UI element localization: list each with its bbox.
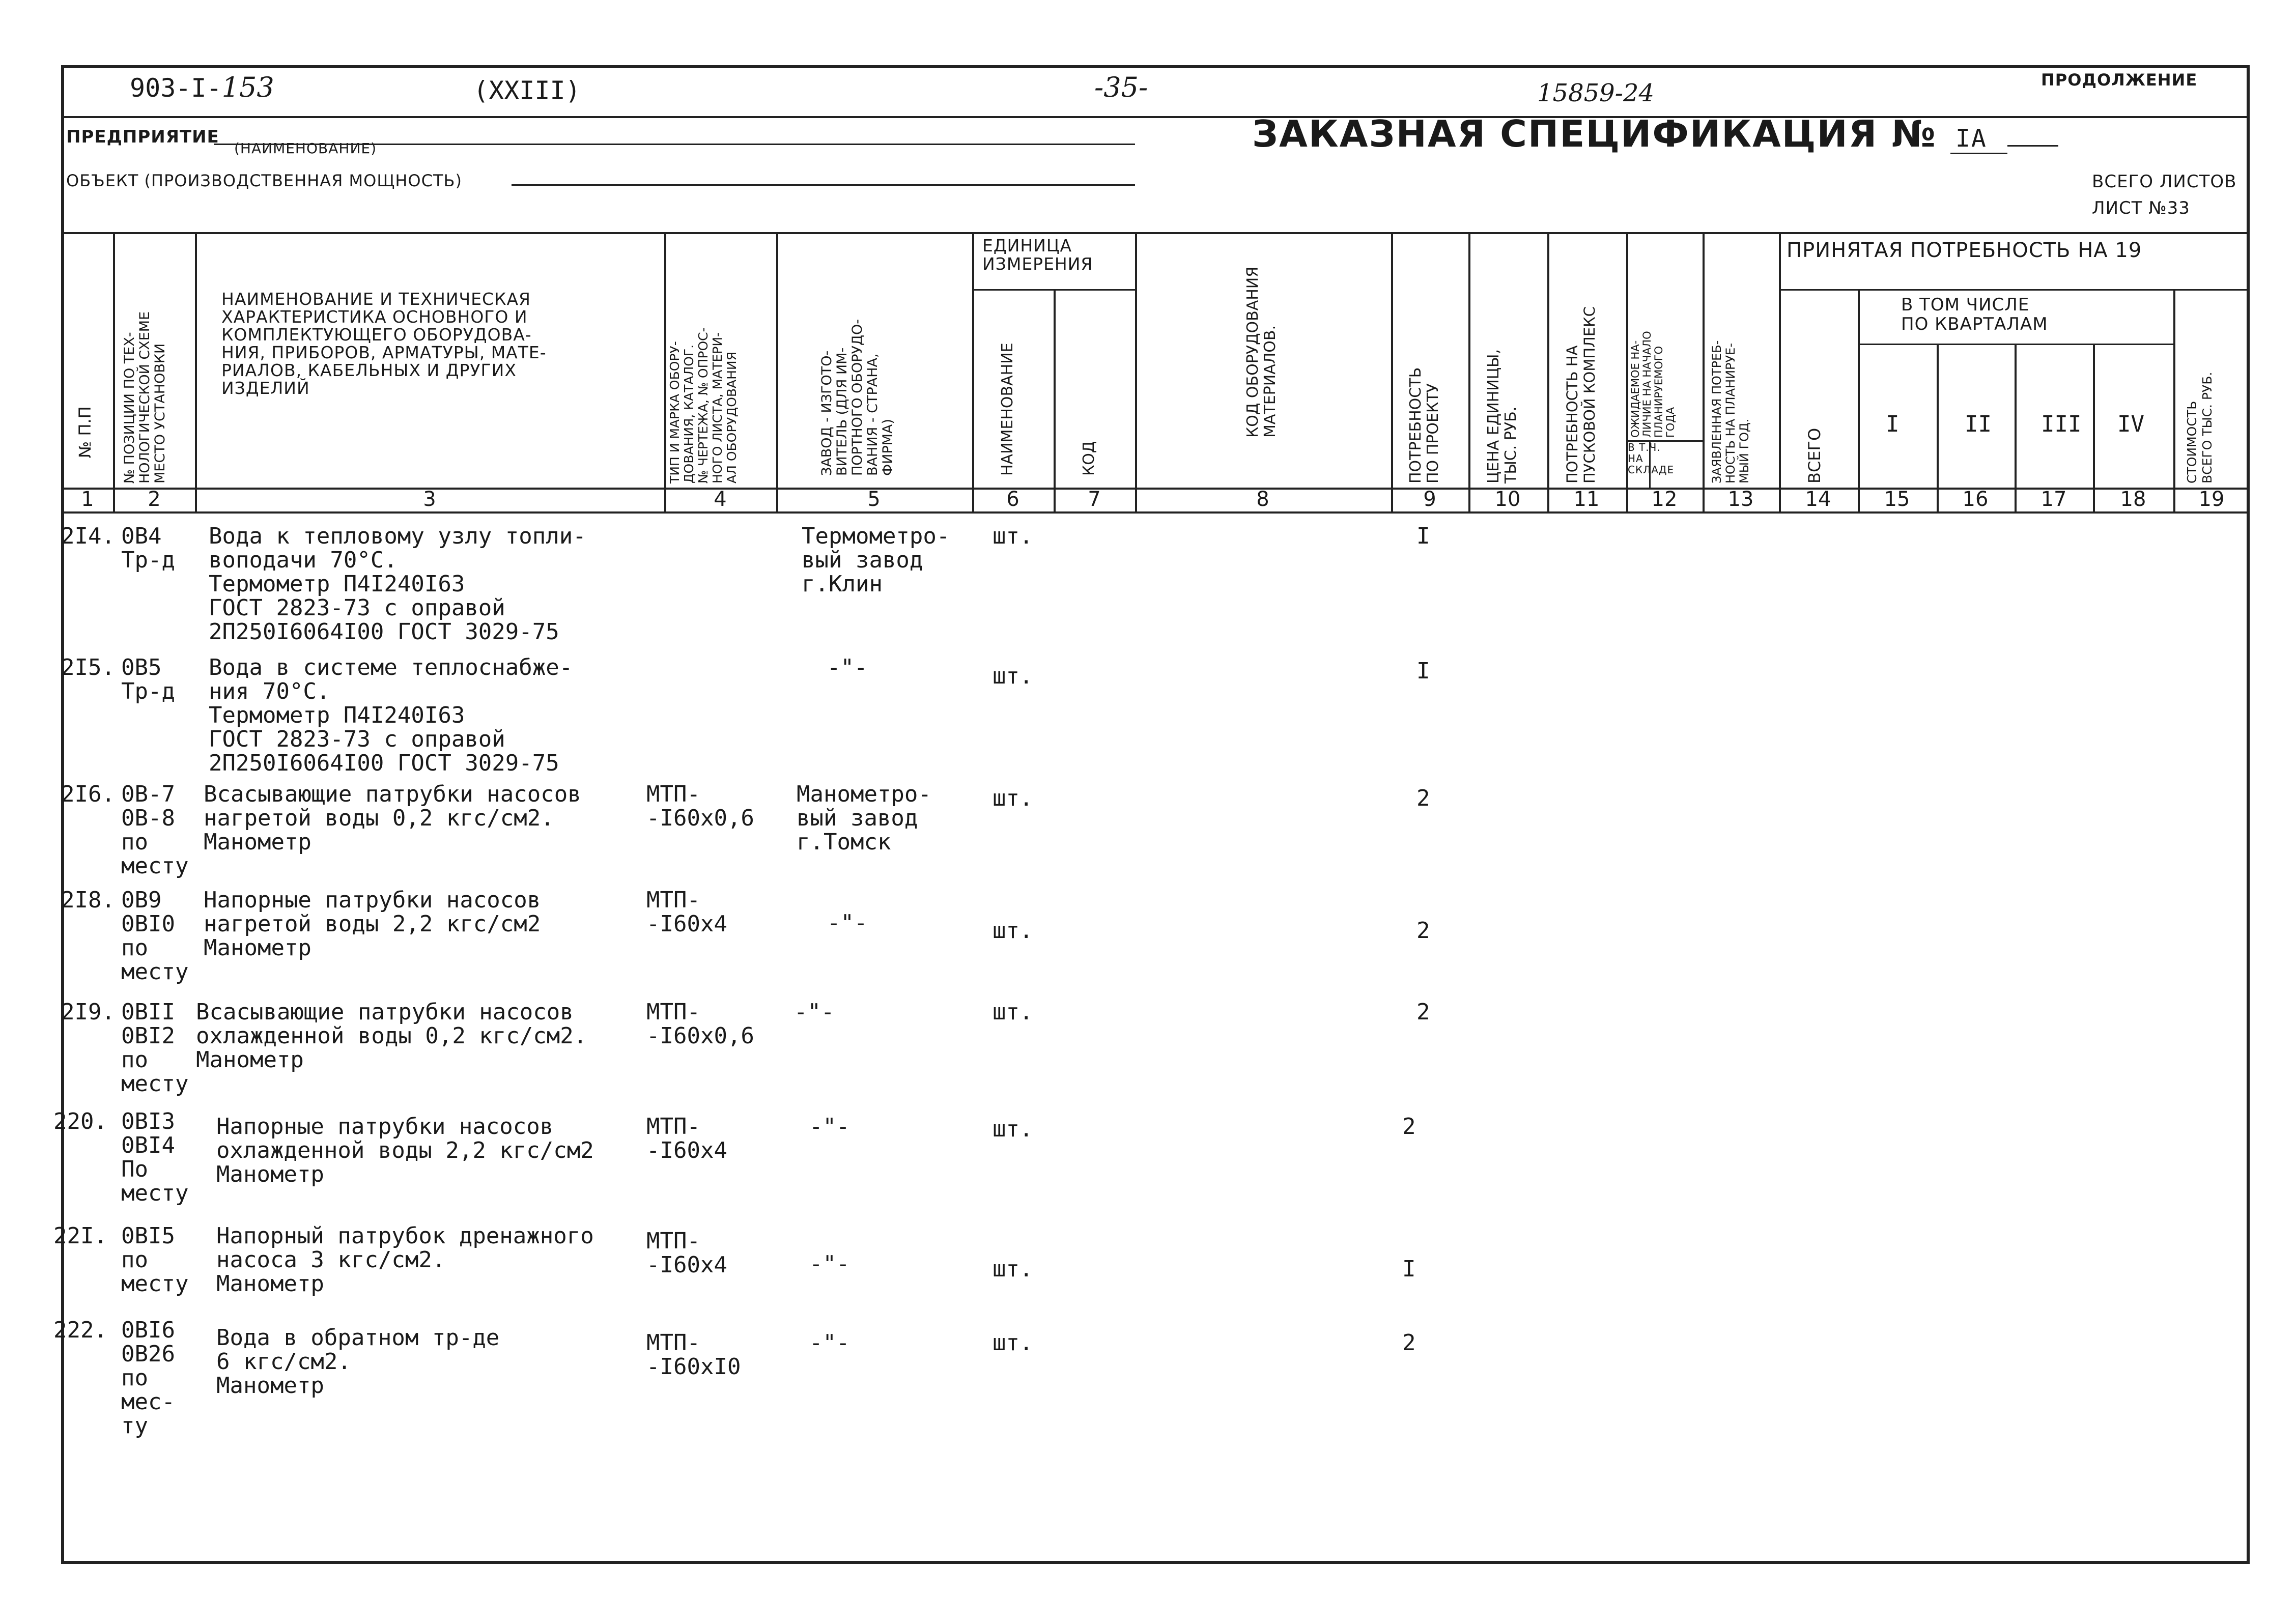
row-manufacturer: -"-	[794, 999, 835, 1025]
row-manufacturer: -"-	[809, 1330, 850, 1356]
header-startup-need: ПОТРЕБНОСТЬ НА ПУСКОВОЙ КОМПЛЕКС	[1564, 306, 1598, 483]
header-material-code: КОД ОБОРУДОВАНИЯ МАТЕРИАЛОВ.	[1244, 266, 1279, 438]
page-number: -35-	[1094, 71, 1148, 103]
row-description: Вода в системе теплоснабже- ния 70°C. Термометр П4I240I63 ГОСТ 2823-73 с оправой 2П250I6064I00 ГОСТ 3029-75	[209, 654, 573, 776]
col-number-6: 6	[1006, 488, 1019, 511]
header-total: ВСЕГО	[1805, 428, 1824, 483]
row-manufacturer: -"-	[809, 1251, 850, 1277]
doc-code	[130, 71, 274, 103]
sheet-number: ЛИСТ №33	[2092, 198, 2190, 218]
header-manufacturer: ЗАВОД - ИЗГОТО- ВИТЕЛЬ (ДЛЯ ИМ- ПОРТНОГО ОБОРУДО- ВАНИЯ - СТРАНА, ФИРМА)	[819, 319, 896, 476]
row-description: Всасывающие патрубки насосов охлажденной воды 0,2 кгс/см2. Манометр	[196, 999, 587, 1073]
row-quantity: I	[1402, 1256, 1416, 1282]
doc-code-number: 153	[221, 71, 274, 103]
continuation-label: ПРОДОЛЖЕНИЕ	[2041, 70, 2198, 90]
header-project-need: ПОТРЕБНОСТЬ ПО ПРОЕКТУ	[1407, 367, 1442, 483]
header-in-stock: В Т.Ч. НА СКЛАДЕ	[1628, 441, 1675, 476]
row-unit: шт.	[993, 523, 1033, 549]
row-manufacturer: Термометро- вый завод г.Клин	[802, 523, 950, 597]
col-number-3: 3	[423, 488, 436, 511]
header-row-number: № П.П	[75, 406, 95, 458]
row-number: 2I9.	[61, 999, 115, 1025]
row-quantity: 2	[1416, 999, 1430, 1025]
col-number-17: 17	[2040, 488, 2067, 511]
row-number: 22I.	[53, 1223, 107, 1249]
header-quarter-4: IV	[2117, 411, 2144, 437]
header-by-quarters: В ТОМ ЧИСЛЕ ПО КВАРТАЛАМ	[1901, 295, 2048, 334]
row-unit: шт.	[993, 663, 1033, 689]
row-description: Всасывающие патрубки насосов нагретой воды 0,2 кгс/см2. Манометр	[204, 781, 581, 855]
col-number-19: 19	[2198, 488, 2225, 511]
row-position: 0B5 Тр-д	[121, 654, 175, 704]
row-quantity: I	[1416, 523, 1430, 549]
col-number-10: 10	[1494, 488, 1521, 511]
row-description: Вода к тепловому узлу топли- воподачи 70°C. Термометр П4I240I63 ГОСТ 2823-73 с оправой 2П250I6064I00 ГОСТ 3029-75	[209, 523, 586, 645]
row-unit: шт.	[993, 785, 1033, 811]
col-number-16: 16	[1962, 488, 1989, 511]
enterprise-sublabel: (НАИМЕНОВАНИЕ)	[234, 140, 377, 157]
col-number-2: 2	[148, 488, 161, 511]
header-position: № ПОЗИЦИИ ПО ТЕХ- НОЛОГИЧЕСКОЙ СХЕМЕ МЕСТО УСТАНОВКИ	[122, 311, 168, 483]
row-description: Напорные патрубки насосов охлажденной воды 2,2 кгс/см2 Манометр	[216, 1114, 594, 1187]
row-type: МТП- -I60xI0	[646, 1330, 741, 1380]
row-quantity: 2	[1416, 785, 1430, 811]
row-position: 0B4 Тр-д	[121, 523, 175, 573]
col-numbers-bottom-border	[61, 511, 2250, 514]
row-number: 220.	[53, 1108, 107, 1134]
header-declared-need: ЗАЯВЛЕННАЯ ПОТРЕБ- НОСТЬ НА ПЛАНИРУЕ- МЫЙ ГОД.	[1710, 340, 1751, 483]
header-name: НАИМЕНОВАНИЕ И ТЕХНИЧЕСКАЯ ХАРАКТЕРИСТИКА ОСНОВНОГО И КОМПЛЕКТУЮЩЕГО ОБОРУДОВА- НИЯ, ПРИБОРОВ, АРМАТУРЫ, МАТЕ- РИАЛОВ, КАБЕЛЬНЫХ И ДРУГИХ ИЗДЕЛИЙ	[221, 289, 547, 398]
row-type: МТП- -I60x0,6	[646, 781, 754, 831]
title-text: ЗАКАЗНАЯ СПЕЦИФИКАЦИЯ №	[1252, 112, 1937, 155]
col-number-9: 9	[1423, 488, 1436, 511]
col-number-7: 7	[1088, 488, 1101, 511]
enterprise-label: ПРЕДПРИЯТИЕ	[66, 127, 219, 147]
row-number: 2I8.	[61, 887, 115, 913]
row-type: МТП- -I60x4	[646, 1114, 727, 1163]
col-number-5: 5	[867, 488, 881, 511]
header-unit-name: НАИМЕНОВАНИЕ	[999, 343, 1016, 476]
row-manufacturer: -"-	[827, 910, 868, 936]
row-position: 0BI6 0B26 по мес- ту	[121, 1317, 175, 1439]
col-number-4: 4	[714, 488, 727, 511]
col-number-12: 12	[1651, 488, 1678, 511]
col-number-18: 18	[2120, 488, 2146, 511]
row-position: 0BI5 по месту	[121, 1223, 189, 1297]
header-quarter-1: I	[1886, 411, 1900, 437]
doc-number: 15859-24	[1537, 79, 1654, 107]
object-line	[512, 184, 1135, 186]
col-number-8: 8	[1256, 488, 1269, 511]
row-quantity: 2	[1402, 1330, 1416, 1356]
header-unit-code: КОД	[1080, 441, 1098, 476]
spec-number: IA	[1950, 124, 2007, 154]
row-manufacturer: Манометро- вый завод г.Томск	[797, 781, 931, 855]
row-type: МТП- -I60x4	[646, 887, 727, 937]
row-position: 0BI3 0BI4 По месту	[121, 1108, 189, 1206]
row-number: 222.	[53, 1317, 107, 1343]
row-unit: шт.	[993, 999, 1033, 1025]
doc-volume: (XXIII)	[473, 76, 581, 105]
accepted-need-divider	[1779, 289, 2250, 291]
row-unit: шт.	[993, 1256, 1033, 1282]
row-description: Напорные патрубки насосов нагретой воды 2,2 кгс/см2 Манометр	[204, 887, 541, 961]
enterprise-line	[214, 144, 1135, 145]
object-label: ОБЪЕКТ (ПРОИЗВОДСТВЕННАЯ МОЩНОСТЬ)	[66, 171, 462, 190]
header-unit-group: ЕДИНИЦА ИЗМЕРЕНИЯ	[982, 236, 1093, 274]
header-quarter-2: II	[1965, 411, 1992, 437]
header-type: ТИП И МАРКА ОБОРУ- ДОВАНИЯ, КАТАЛОГ. № ЧЕРТЕЖА, № ОПРОС- НОГО ЛИСТА, МАТЕРИ- АЛ ОБОРУДОВАНИЯ	[667, 327, 739, 483]
header-accepted-need: ПРИНЯТАЯ ПОТРЕБНОСТЬ НА 19	[1787, 239, 2142, 262]
page-title	[1252, 112, 2058, 155]
col-number-15: 15	[1884, 488, 1910, 511]
row-quantity: 2	[1402, 1114, 1416, 1140]
row-type: МТП- -I60x4	[646, 1228, 727, 1278]
row-manufacturer: -"-	[809, 1114, 850, 1140]
row-description: Вода в обратном тр-де 6 кгс/см2. Манометр	[216, 1325, 500, 1399]
col-number-1: 1	[81, 488, 94, 511]
header-unit-price: ЦЕНА ЕДИНИЦЫ, ТЫС. РУБ.	[1485, 349, 1520, 483]
row-type: МТП- -I60x0,6	[646, 999, 754, 1049]
row-number: 2I4.	[61, 523, 115, 549]
table-top-border	[61, 232, 2250, 234]
row-position: 0B-7 0B-8 по месту	[121, 781, 189, 879]
col-number-11: 11	[1573, 488, 1600, 511]
header-total-cost: СТОИМОСТЬ ВСЕГО ТЫС. РУБ.	[2185, 372, 2215, 483]
row-number: 2I6.	[61, 781, 115, 807]
col-number-14: 14	[1805, 488, 1831, 511]
row-quantity: I	[1416, 658, 1430, 684]
row-manufacturer: -"-	[827, 654, 868, 680]
row-description: Напорный патрубок дренажного насоса 3 кгс/см2. Манометр	[216, 1223, 594, 1297]
row-position: 0B9 0BI0 по месту	[121, 887, 189, 985]
row-position: 0BII 0BI2 по месту	[121, 999, 189, 1097]
row-unit: шт.	[993, 1330, 1033, 1356]
row-number: 2I5.	[61, 654, 115, 680]
header-expected-stock: ОЖИДАЕМОЕ НА- ЛИЧИЕ НА НАЧАЛО ПЛАНИРУЕМОГО ГОДА	[1629, 331, 1677, 438]
row-unit: шт.	[993, 1116, 1033, 1142]
row-quantity: 2	[1416, 918, 1430, 944]
row-unit: шт.	[993, 918, 1033, 944]
col-number-13: 13	[1727, 488, 1754, 511]
doc-code-prefix: 90З-I-	[130, 73, 222, 103]
total-sheets-label: ВСЕГО ЛИСТОВ	[2092, 172, 2237, 192]
header-quarter-3: III	[2041, 411, 2082, 437]
